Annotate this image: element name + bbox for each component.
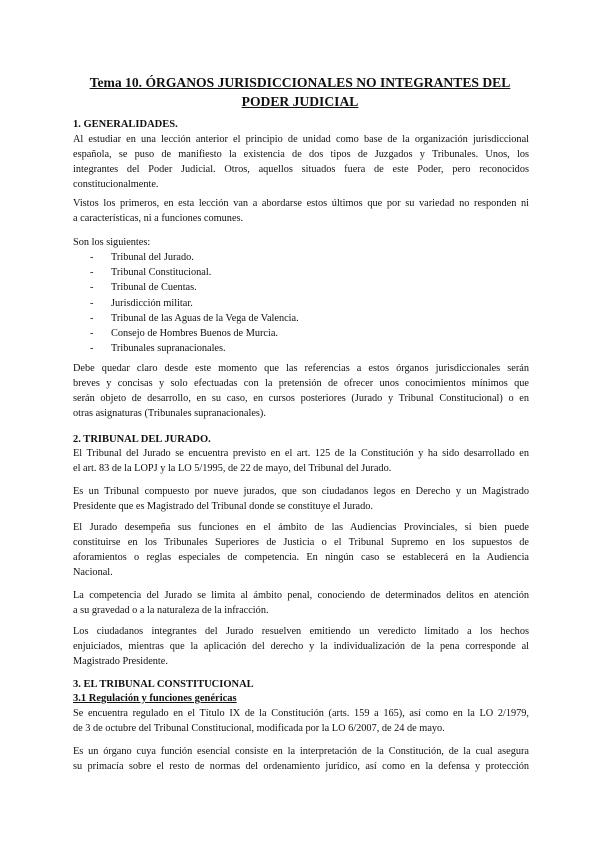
section-3-1-subheading: 3.1 Regulación y funciones genéricas <box>73 693 237 704</box>
section-1-paragraph-1 <box>73 132 529 192</box>
list-item <box>90 280 299 295</box>
list-item <box>90 296 299 311</box>
text-line: Debe quedar claro desde este momento que las referencias a estos órganos jurisdiccionales serán <box>73 363 529 374</box>
section-2-heading: 2. TRIBUNAL DEL JURADO. <box>73 434 211 445</box>
text-line: serán objeto de desarrollo, en su caso, en cursos posteriores (Jurado y Tribunal Constitucional) o en <box>73 393 529 404</box>
text-line: La competencia del Jurado se limita al ámbito penal, conociendo de determinados delitos en atención <box>73 590 529 601</box>
text-line: Vistos los primeros, en esta lección van a abordarse estos últimos que por su variedad no responden ni <box>73 198 529 209</box>
list-item <box>90 265 299 280</box>
list-bullet: - <box>90 327 94 339</box>
list-bullet: - <box>90 267 94 279</box>
title-line-1: Tema 10. ÓRGANOS JURISDICCIONALES NO INTEGRANTES DEL <box>89 75 511 90</box>
text-line: El Jurado desempeña sus funciones en el ámbito de las Audiencias Provinciales, si bien puede <box>73 522 529 533</box>
text-line: de 3 de octubre del Tribunal Constitucional, modificada por la LO 6/2007, de 24 de mayo. <box>73 723 445 734</box>
text-line: aforamientos o reglas especiales de competencia. En ningún caso se establecerá en la Audiencia <box>73 552 529 563</box>
list-bullet: - <box>90 343 94 355</box>
list-item <box>90 250 299 265</box>
text-line: constitucionalmente. <box>73 179 159 190</box>
section-1-paragraph-2 <box>73 196 529 226</box>
list-item <box>90 341 299 356</box>
list-bullet: - <box>90 282 94 294</box>
page-title <box>60 73 540 111</box>
text-line: El Tribunal del Jurado se encuentra previsto en el art. 125 de la Constitución y ha sido desarrollado en <box>73 448 529 459</box>
list-bullet: - <box>90 252 94 263</box>
text-line: Es un órgano cuya función esencial consiste en la interpretación de la Constitución, de la cual asegura <box>73 746 529 757</box>
list-intro <box>73 235 529 250</box>
text-line: integrantes del Poder Judicial. Otros, aquellos situados fuera de este Poder, pero reconocidos <box>73 164 529 175</box>
text-line: el art. 83 de la LOPJ y la LO 5/1995, de 22 de mayo, del Tribunal del Jurado. <box>73 463 392 474</box>
list-item-text: Jurisdicción militar. <box>111 297 193 309</box>
text-line: Magistrado Presidente. <box>73 656 168 667</box>
list-item-text: Tribunal de las Aguas de la Vega de Valencia. <box>111 312 299 324</box>
text-line: breves y concisas y solo efectuadas con la pretensión de ofrecer unos conocimientos mínimos que <box>73 378 529 389</box>
section-1-paragraph-3 <box>73 361 529 421</box>
text-line: su primacía sobre el resto de normas del ordenamiento jurídico, así como en la defensa y protección <box>73 761 529 772</box>
section-3-paragraph-1 <box>73 706 529 736</box>
text-line: Es un Tribunal compuesto por nueve jurados, que son ciudadanos legos en Derecho y un Magistrado <box>73 486 529 497</box>
list-item <box>90 311 299 326</box>
section-2-paragraph-2 <box>73 484 529 514</box>
list-bullet: - <box>90 297 94 309</box>
section-2-paragraph-1 <box>73 446 529 476</box>
list-item-text: Tribunal del Jurado. <box>111 252 194 263</box>
text-line: Se encuentra regulado en el Título IX de la Constitución (arts. 159 a 165), así como en la LO 2/1979, <box>73 708 529 719</box>
list-item <box>90 326 299 341</box>
text-line: Al estudiar en una lección anterior el principio de unidad como base de la organización jurisdiccional <box>73 134 529 145</box>
section-2-paragraph-4 <box>73 588 529 618</box>
text-line: a características, ni a funciones comunes. <box>73 213 244 224</box>
title-line-2: PODER JUDICIAL <box>241 94 359 109</box>
text-line: Nacional. <box>73 567 113 578</box>
section-2-paragraph-3 <box>73 520 529 580</box>
section-1-heading: 1. GENERALIDADES. <box>73 119 178 130</box>
text-line: a su gravedad o a la naturaleza de la infracción. <box>73 605 269 616</box>
list-item-text: Tribunal Constitucional. <box>111 267 212 279</box>
section-3-paragraph-2 <box>73 744 529 774</box>
section-3-heading: 3. EL TRIBUNAL CONSTITUCIONAL <box>73 679 254 690</box>
text-line: otras asignaturas (Tribunales supranacionales). <box>73 408 266 419</box>
list-item-text: Tribunal de Cuentas. <box>111 282 197 294</box>
text-line: Presidente que es Magistrado del Tribunal donde se constituye el Jurado. <box>73 501 373 512</box>
list-item-text: Tribunales supranacionales. <box>111 343 226 355</box>
text-line: enjuiciados, mientras que la aplicación del derecho y la individualización de la pena corresponde al <box>73 641 529 652</box>
text-line: Los ciudadanos integrantes del Jurado resuelven emitiendo un veredicto limitado a los hechos <box>73 626 529 637</box>
text-line: española, se puso de manifiesto la existencia de dos tipos de Juzgados y Tribunales. Unos, los <box>73 149 529 160</box>
organs-list <box>90 250 299 356</box>
list-item-text: Consejo de Hombres Buenos de Murcia. <box>111 327 279 339</box>
text-line: constituirse en los Tribunales Superiores de Justicia o el Tribunal Supremo en los supuestos de <box>73 537 529 548</box>
section-2-paragraph-5 <box>73 624 529 669</box>
list-bullet: - <box>90 312 94 324</box>
list-intro-text: Son los siguientes: <box>73 237 151 248</box>
